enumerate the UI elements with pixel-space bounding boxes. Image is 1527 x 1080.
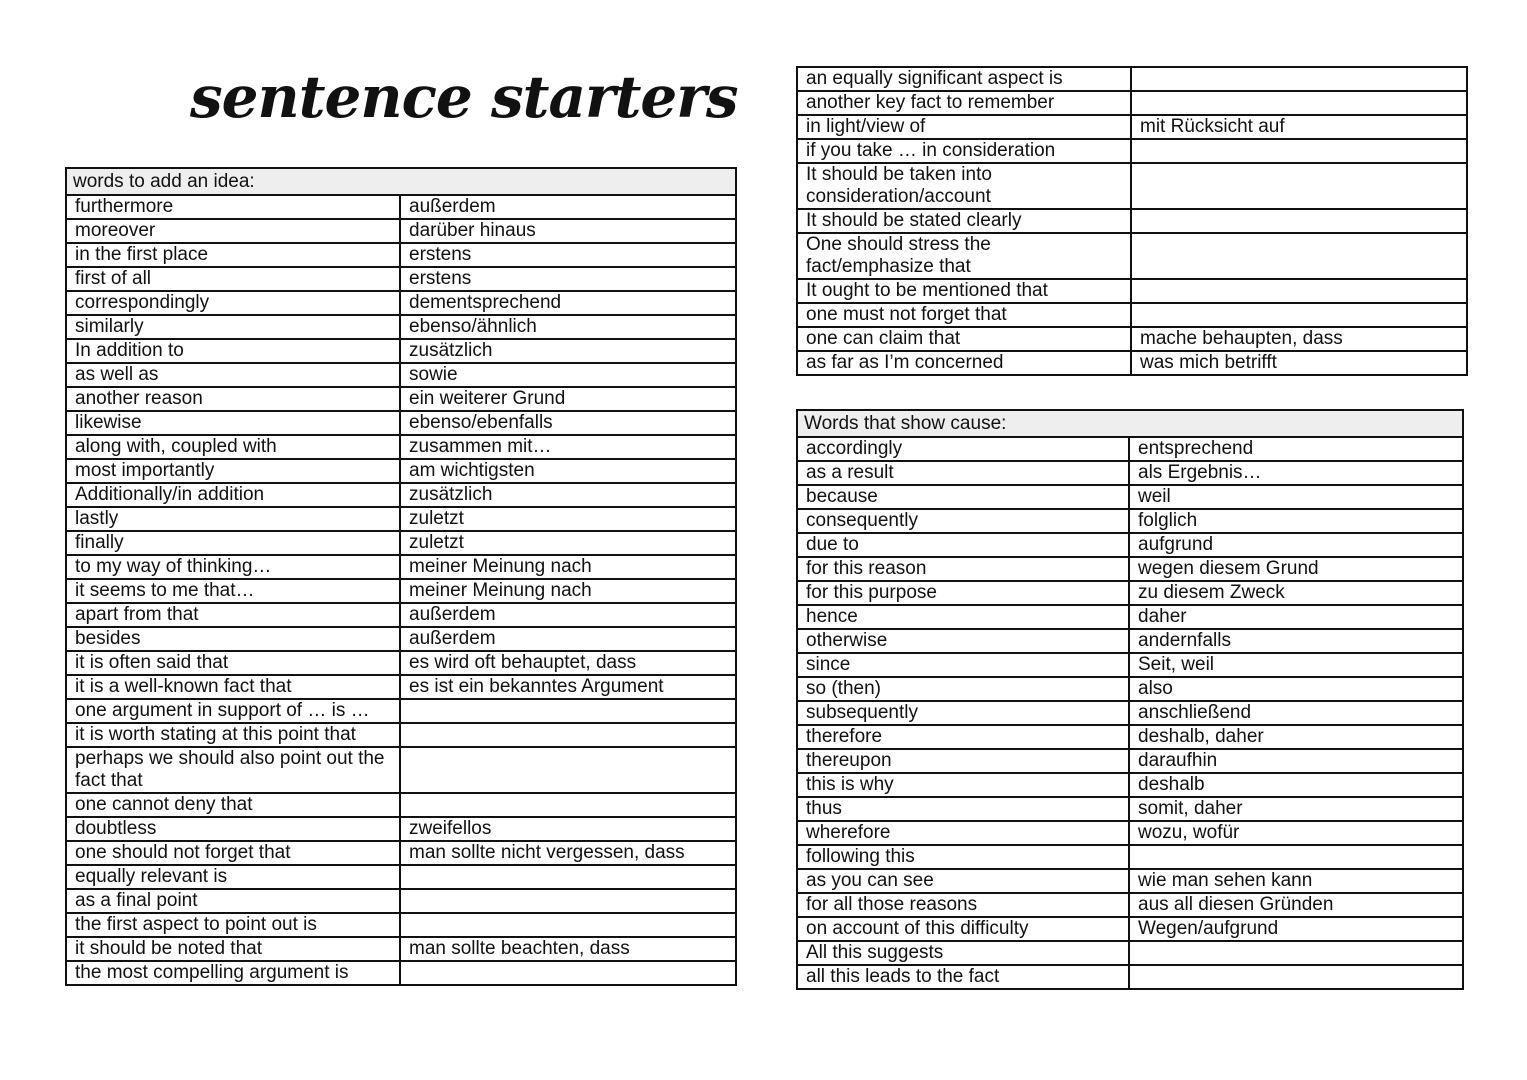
german-translation-cell: man sollte nicht vergessen, dass: [400, 841, 736, 865]
german-translation-cell: was mich betrifft: [1131, 351, 1467, 375]
table-row: [66, 747, 736, 793]
german-translation-cell: [1131, 139, 1467, 163]
english-phrase-cell: therefore: [797, 725, 1129, 749]
english-phrase-cell: thereupon: [797, 749, 1129, 773]
table-row: [797, 845, 1463, 869]
german-translation-cell: [400, 865, 736, 889]
english-phrase-cell: likewise: [66, 411, 400, 435]
english-phrase-cell: another reason: [66, 387, 400, 411]
english-phrase-cell: one can claim that: [797, 327, 1131, 351]
table-row: [66, 579, 736, 603]
german-translation-cell: Seit, weil: [1129, 653, 1463, 677]
english-phrase-cell: It should be taken into consideration/account: [797, 163, 1131, 209]
english-phrase-cell: along with, coupled with: [66, 435, 400, 459]
german-translation-cell: außerdem: [400, 603, 736, 627]
table-row: [797, 797, 1463, 821]
english-phrase-cell: One should stress the fact/emphasize that: [797, 233, 1131, 279]
table-row: [797, 139, 1467, 163]
german-translation-cell: [400, 793, 736, 817]
table-row: [797, 163, 1467, 209]
english-phrase-cell: for all those reasons: [797, 893, 1129, 917]
english-phrase-cell: In addition to: [66, 339, 400, 363]
german-translation-cell: aus all diesen Gründen: [1129, 893, 1463, 917]
english-phrase-cell: as you can see: [797, 869, 1129, 893]
table-row: [797, 67, 1467, 91]
cause-table: [796, 409, 1464, 990]
table-row: [66, 339, 736, 363]
table-row: [66, 387, 736, 411]
german-translation-cell: [400, 699, 736, 723]
german-translation-cell: ein weiterer Grund: [400, 387, 736, 411]
english-phrase-cell: furthermore: [66, 195, 400, 219]
german-translation-cell: folglich: [1129, 509, 1463, 533]
german-translation-cell: [400, 961, 736, 985]
german-translation-cell: zu diesem Zweck: [1129, 581, 1463, 605]
german-translation-cell: [400, 747, 736, 793]
table-row: [797, 233, 1467, 279]
english-phrase-cell: to my way of thinking…: [66, 555, 400, 579]
german-translation-cell: deshalb, daher: [1129, 725, 1463, 749]
table-row: [797, 605, 1463, 629]
table-row: [66, 459, 736, 483]
table-row: [797, 509, 1463, 533]
english-phrase-cell: thus: [797, 797, 1129, 821]
english-phrase-cell: finally: [66, 531, 400, 555]
english-phrase-cell: most importantly: [66, 459, 400, 483]
table-row: [66, 841, 736, 865]
english-phrase-cell: it should be noted that: [66, 937, 400, 961]
german-translation-cell: zusammen mit…: [400, 435, 736, 459]
table-row: [66, 555, 736, 579]
table-row: [797, 749, 1463, 773]
table-row: [66, 961, 736, 985]
english-phrase-cell: for this purpose: [797, 581, 1129, 605]
german-translation-cell: es wird oft behauptet, dass: [400, 651, 736, 675]
german-translation-cell: ebenso/ähnlich: [400, 315, 736, 339]
german-translation-cell: wegen diesem Grund: [1129, 557, 1463, 581]
german-translation-cell: erstens: [400, 267, 736, 291]
table-row: [66, 937, 736, 961]
english-phrase-cell: all this leads to the fact: [797, 965, 1129, 989]
german-translation-cell: daher: [1129, 605, 1463, 629]
german-translation-cell: [1131, 91, 1467, 115]
english-phrase-cell: perhaps we should also point out the fact that: [66, 747, 400, 793]
english-phrase-cell: one argument in support of … is …: [66, 699, 400, 723]
table-row: [66, 651, 736, 675]
table-row: [797, 533, 1463, 557]
german-translation-cell: außerdem: [400, 195, 736, 219]
table-row: [797, 965, 1463, 989]
table-row: [66, 793, 736, 817]
english-phrase-cell: following this: [797, 845, 1129, 869]
english-phrase-cell: the most compelling argument is: [66, 961, 400, 985]
english-phrase-cell: as well as: [66, 363, 400, 387]
german-translation-cell: ebenso/ebenfalls: [400, 411, 736, 435]
german-translation-cell: entsprechend: [1129, 437, 1463, 461]
german-translation-cell: erstens: [400, 243, 736, 267]
german-translation-cell: [400, 889, 736, 913]
german-translation-cell: außerdem: [400, 627, 736, 651]
german-translation-cell: [1131, 67, 1467, 91]
english-phrase-cell: Additionally/in addition: [66, 483, 400, 507]
english-phrase-cell: first of all: [66, 267, 400, 291]
german-translation-cell: wie man sehen kann: [1129, 869, 1463, 893]
german-translation-cell: daraufhin: [1129, 749, 1463, 773]
english-phrase-cell: so (then): [797, 677, 1129, 701]
english-phrase-cell: on account of this difficulty: [797, 917, 1129, 941]
german-translation-cell: meiner Meinung nach: [400, 579, 736, 603]
table-row: [797, 773, 1463, 797]
emphasis-table: [796, 66, 1468, 376]
english-phrase-cell: this is why: [797, 773, 1129, 797]
german-translation-cell: sowie: [400, 363, 736, 387]
english-phrase-cell: lastly: [66, 507, 400, 531]
table-row: [797, 581, 1463, 605]
german-translation-cell: man sollte beachten, dass: [400, 937, 736, 961]
german-translation-cell: deshalb: [1129, 773, 1463, 797]
german-translation-cell: [1131, 163, 1467, 209]
table-row: [66, 267, 736, 291]
german-translation-cell: also: [1129, 677, 1463, 701]
table-row: [797, 821, 1463, 845]
german-translation-cell: wozu, wofür: [1129, 821, 1463, 845]
table-row: [66, 507, 736, 531]
english-phrase-cell: it seems to me that…: [66, 579, 400, 603]
english-phrase-cell: It should be stated clearly: [797, 209, 1131, 233]
english-phrase-cell: moreover: [66, 219, 400, 243]
english-phrase-cell: It ought to be mentioned that: [797, 279, 1131, 303]
english-phrase-cell: accordingly: [797, 437, 1129, 461]
add-idea-table: [65, 167, 737, 986]
english-phrase-cell: due to: [797, 533, 1129, 557]
english-phrase-cell: since: [797, 653, 1129, 677]
table-row: [797, 893, 1463, 917]
english-phrase-cell: All this suggests: [797, 941, 1129, 965]
table-row: [66, 291, 736, 315]
table-row: [797, 327, 1467, 351]
english-phrase-cell: because: [797, 485, 1129, 509]
english-phrase-cell: one cannot deny that: [66, 793, 400, 817]
table-row: [797, 677, 1463, 701]
english-phrase-cell: it is worth stating at this point that: [66, 723, 400, 747]
english-phrase-cell: as a final point: [66, 889, 400, 913]
german-translation-cell: mit Rücksicht auf: [1131, 115, 1467, 139]
table-row: [797, 91, 1467, 115]
table-row: [797, 557, 1463, 581]
english-phrase-cell: hence: [797, 605, 1129, 629]
german-translation-cell: [400, 723, 736, 747]
english-phrase-cell: another key fact to remember: [797, 91, 1131, 115]
english-phrase-cell: equally relevant is: [66, 865, 400, 889]
table-row: [797, 351, 1467, 375]
german-translation-cell: am wichtigsten: [400, 459, 736, 483]
english-phrase-cell: wherefore: [797, 821, 1129, 845]
english-phrase-cell: it is often said that: [66, 651, 400, 675]
table-row: [797, 303, 1467, 327]
table-header: Words that show cause:: [797, 410, 1463, 437]
german-translation-cell: [1129, 965, 1463, 989]
english-phrase-cell: consequently: [797, 509, 1129, 533]
english-phrase-cell: one must not forget that: [797, 303, 1131, 327]
english-phrase-cell: correspondingly: [66, 291, 400, 315]
table-row: [797, 941, 1463, 965]
table-row: [66, 435, 736, 459]
table-row: [66, 603, 736, 627]
table-row: [797, 917, 1463, 941]
german-translation-cell: dementsprechend: [400, 291, 736, 315]
german-translation-cell: zusätzlich: [400, 339, 736, 363]
table-header-row: [797, 410, 1463, 437]
english-phrase-cell: one should not forget that: [66, 841, 400, 865]
english-phrase-cell: in the first place: [66, 243, 400, 267]
table-header: words to add an idea:: [66, 168, 736, 195]
table-row: [797, 461, 1463, 485]
german-translation-cell: Wegen/aufgrund: [1129, 917, 1463, 941]
english-phrase-cell: an equally significant aspect is: [797, 67, 1131, 91]
german-translation-cell: aufgrund: [1129, 533, 1463, 557]
german-translation-cell: [1131, 209, 1467, 233]
german-translation-cell: zuletzt: [400, 507, 736, 531]
table-row: [66, 195, 736, 219]
table-row: [66, 699, 736, 723]
german-translation-cell: [1131, 279, 1467, 303]
english-phrase-cell: otherwise: [797, 629, 1129, 653]
english-phrase-cell: as far as I’m concerned: [797, 351, 1131, 375]
table-row: [66, 675, 736, 699]
german-translation-cell: mache behaupten, dass: [1131, 327, 1467, 351]
english-phrase-cell: it is a well-known fact that: [66, 675, 400, 699]
table-row: [797, 115, 1467, 139]
german-translation-cell: darüber hinaus: [400, 219, 736, 243]
english-phrase-cell: for this reason: [797, 557, 1129, 581]
english-phrase-cell: doubtless: [66, 817, 400, 841]
german-translation-cell: somit, daher: [1129, 797, 1463, 821]
german-translation-cell: [1129, 845, 1463, 869]
table-row: [66, 889, 736, 913]
german-translation-cell: zweifellos: [400, 817, 736, 841]
english-phrase-cell: similarly: [66, 315, 400, 339]
english-phrase-cell: as a result: [797, 461, 1129, 485]
table-row: [66, 531, 736, 555]
table-row: [797, 279, 1467, 303]
table-row: [797, 485, 1463, 509]
german-translation-cell: [1131, 233, 1467, 279]
table-row: [797, 701, 1463, 725]
german-translation-cell: zuletzt: [400, 531, 736, 555]
german-translation-cell: [1131, 303, 1467, 327]
table-row: [797, 437, 1463, 461]
german-translation-cell: anschließend: [1129, 701, 1463, 725]
english-phrase-cell: the first aspect to point out is: [66, 913, 400, 937]
english-phrase-cell: if you take … in consideration: [797, 139, 1131, 163]
german-translation-cell: zusätzlich: [400, 483, 736, 507]
table-row: [797, 209, 1467, 233]
table-row: [797, 869, 1463, 893]
table-row: [66, 817, 736, 841]
table-row: [66, 315, 736, 339]
page-title: sentence starters: [190, 63, 738, 131]
table-row: [66, 723, 736, 747]
table-header-row: [66, 168, 736, 195]
table-row: [66, 411, 736, 435]
german-translation-cell: es ist ein bekanntes Argument: [400, 675, 736, 699]
table-row: [66, 627, 736, 651]
english-phrase-cell: besides: [66, 627, 400, 651]
german-translation-cell: weil: [1129, 485, 1463, 509]
english-phrase-cell: subsequently: [797, 701, 1129, 725]
english-phrase-cell: in light/view of: [797, 115, 1131, 139]
table-row: [66, 865, 736, 889]
table-row: [66, 363, 736, 387]
german-translation-cell: meiner Meinung nach: [400, 555, 736, 579]
german-translation-cell: andernfalls: [1129, 629, 1463, 653]
table-row: [66, 913, 736, 937]
english-phrase-cell: apart from that: [66, 603, 400, 627]
german-translation-cell: [400, 913, 736, 937]
table-row: [66, 243, 736, 267]
table-row: [66, 219, 736, 243]
table-row: [797, 629, 1463, 653]
table-row: [797, 725, 1463, 749]
german-translation-cell: [1129, 941, 1463, 965]
table-row: [797, 653, 1463, 677]
table-row: [66, 483, 736, 507]
german-translation-cell: als Ergebnis…: [1129, 461, 1463, 485]
